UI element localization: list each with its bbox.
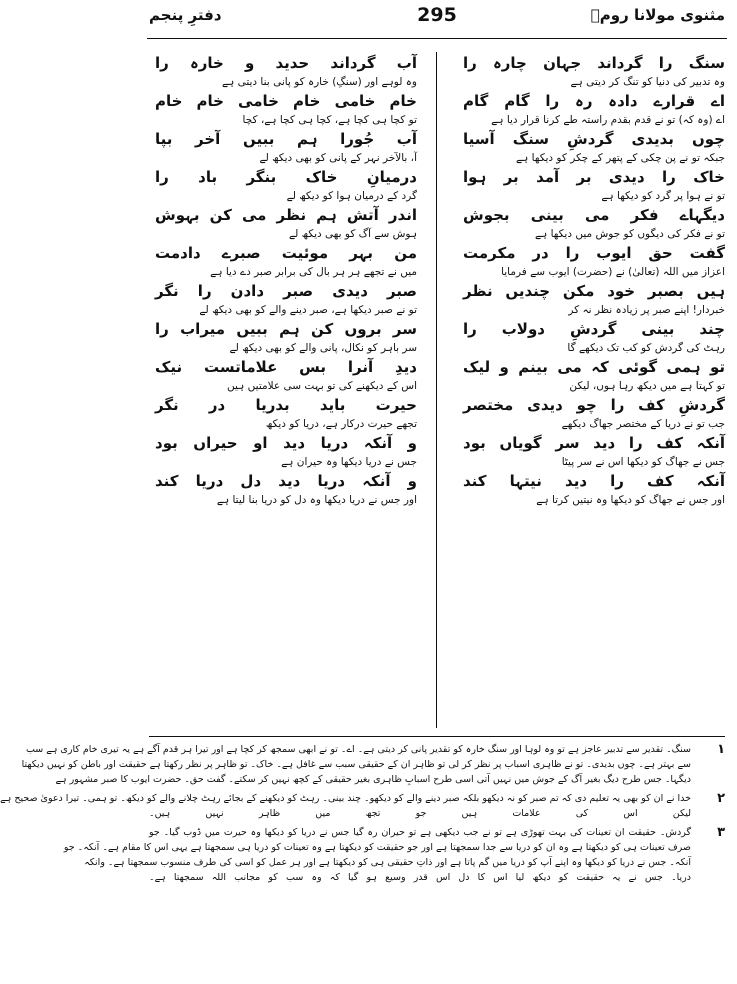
footnote-line: گردش۔ حقیقت ان تعینات کی بہت تھوڑی ہے تو نے جب دیکھی ہے تو حیران رہ گیا جس نے دریا کو دیکھا وہ حیرت میں ڈوب گیا۔ جو bbox=[149, 827, 691, 838]
translation-line: سر باہر کو نکال، پانی والے کو بھی دیکھ لے bbox=[229, 342, 417, 354]
footnote bbox=[0, 791, 725, 821]
verse-line: سر بروں کن ہم ببیں میراب را bbox=[155, 320, 417, 338]
footnote-line: دریا۔ جس نے یہ حقیقت کو دیکھ لیا اس کا دل اس قدر وسیع ہو گیا کہ وہ سب کو مجانب اللہ سمجھتا ہے۔ bbox=[149, 872, 691, 883]
footnote bbox=[63, 825, 725, 885]
translation-line: اعزاز میں اللہ (تعالیٰ) نے (حضرت) ایوب سے فرمایا bbox=[501, 266, 725, 278]
translation-line: اے (وہ کہ) تو نے قدم بقدم راستہ طے کرنا قرار دیا ہے bbox=[491, 114, 725, 126]
translation-line: اس کے دیکھنے کی تو بہت سی علامتیں ہیں bbox=[227, 380, 417, 392]
verse-line: ہیں بصبر خود مکن چندیں نظر bbox=[463, 282, 725, 300]
verse-line: سنگ را گرداند جہان چارہ را bbox=[463, 54, 725, 72]
verse-line: چند بینی گردشِ دولاب را bbox=[463, 320, 725, 338]
right-column bbox=[463, 52, 725, 508]
footnotes bbox=[0, 742, 725, 889]
translation-line: تو کچا ہی کچا ہے، کچا ہی کچا ہے، کچا bbox=[242, 114, 417, 126]
translation-line: خبردار! اپنے صبر پر زیادہ نظر نہ کر bbox=[568, 304, 725, 316]
translation-line: اور جس نے دریا دیکھا وہ دل کو دریا بنا لیتا ہے bbox=[216, 494, 417, 506]
verse-line: اندر آتش ہم نظر می کن بہوش bbox=[155, 206, 417, 224]
footnote-line: سے بہتر ہے۔ چوں بدیدی۔ تو نے ظاہری اسباب پر نظر کر لی تو ظاہر ان کے حقیقی سبب سے غافل ہے۔ خاک۔ تو ظاہر پر نظر رکھتا ہے حقیقت اور باطن کو نہیں دیکھتا bbox=[21, 759, 691, 770]
footnote-number: ۳ bbox=[717, 825, 725, 840]
translation-line: میں نے تجھے ہر ہر بال کی برابر صبر دے دیا ہے bbox=[210, 266, 417, 278]
translation-line: وہ تدبیر کی دنیا کو تنگ کر دیتی ہے bbox=[570, 76, 725, 88]
left-column bbox=[155, 52, 417, 508]
translation-line: گرد کے درمیان ہوا کو دیکھ لے bbox=[286, 190, 417, 202]
verse-line: تو ہمی گوئی کہ می بینم و لیک bbox=[463, 358, 725, 376]
verse-line: آنکہ کف را دید نیتہا کند bbox=[463, 472, 725, 490]
verse-line: و آنکہ دریا دید دل دریا کند bbox=[155, 472, 417, 490]
translation-line: تو نے ہوا پر گرد کو دیکھا ہے bbox=[601, 190, 725, 202]
verse-line: اے قرارے دادہ رہ را گام گام bbox=[463, 92, 725, 110]
header-rule bbox=[147, 38, 727, 39]
footnote-line: دیگہا۔ جس طرح دیگ بغیر آگ کے جوش میں نہیں آتی اسی طرح اسبابِ ظاہری بغیر حقیقی کے کچھ نہیں کر سکتے۔ گفت حق۔ حضرت ایوب کا صبر مشہور ہے bbox=[55, 774, 691, 785]
book-title: مثنوی مولانا رومؒ bbox=[590, 6, 725, 24]
verse-line: دیدِ آنرا بس علاماتست نیک bbox=[155, 358, 417, 376]
translation-line: تجھے حیرت درکار ہے، دریا کو دیکھ bbox=[265, 418, 417, 430]
verse-line: خاک را دیدی بر آمد بر ہوا bbox=[463, 168, 725, 186]
translation-line: جب تو نے دریا کے مختصر جھاگ دیکھے bbox=[561, 418, 725, 430]
volume-title: دفترِ پنجم bbox=[149, 6, 222, 24]
footnote bbox=[21, 742, 725, 787]
translation-line: جس نے دریا دیکھا وہ حیران ہے bbox=[281, 456, 417, 468]
column-divider bbox=[436, 52, 437, 728]
translation-line: ہوش سے آگ کو بھی دیکھ لے bbox=[288, 228, 417, 240]
footnote-line: صرف تعینات ہی کو دیکھتا ہے وہ ان کو دریا سے جدا سمجھتا ہے اور جو حقیقت کو دیکھتا ہے وہ تعینات کو دریا ہی سمجھتا ہے یہی اس کا مقام ہے۔ آنکہ۔ جو bbox=[63, 842, 691, 853]
verse-line: من بہر موئیت صبرے دادمت bbox=[155, 244, 417, 262]
footnote-line: لیکن اس کی علامات ہیں جو تجھ میں ظاہر نہیں ہیں۔ bbox=[149, 808, 691, 819]
translation-line: تو کہتا ہے میں دیکھ رہا ہوں، لیکن bbox=[569, 380, 725, 392]
verse-line: گفت حق ایوب را در مکرمت bbox=[463, 244, 725, 262]
verse-line: خام خامی خام خامی خام خام bbox=[155, 92, 417, 110]
translation-line: جس نے جھاگ کو دیکھا اس نے سر پیٹا bbox=[561, 456, 725, 468]
footnote-line: خدا نے ان کو بھی یہ تعلیم دی کہ تم صبر کو نہ دیکھو بلکہ صبر دینے والے کو دیکھو۔ چند بینی۔ رہٹ کو دیکھنے کے بجائے رہٹ چلانے والے کو دیکھ۔ تو ہمی۔ تیرا دعویٰ صحیح ہے bbox=[0, 793, 691, 804]
translation-line: وہ لوہے اور (سنگِ) خارہ کو پانی بنا دیتی ہے bbox=[221, 76, 417, 88]
translation-line: آ، بالآخر نہر کے پانی کو بھی دیکھ لے bbox=[259, 152, 417, 164]
verse-line: آب گرداند حدید و خارہ را bbox=[155, 54, 417, 72]
translation-line: رہٹ کی گردش کو کب تک دیکھے گا bbox=[567, 342, 725, 354]
page-number: 295 bbox=[417, 4, 457, 26]
verse-line: گردشِ کف را چو دیدی مختصر bbox=[463, 396, 725, 414]
translation-line: اور جس نے جھاگ کو دیکھا وہ نیتیں کرتا ہے bbox=[536, 494, 725, 506]
verse-line: آنکہ کف را دید سر گویاں بود bbox=[463, 434, 725, 452]
footnote-rule bbox=[149, 736, 725, 737]
verse-line: آب جُورا ہم ببیں آخر بپا bbox=[155, 130, 417, 148]
footnote-number: ۱ bbox=[717, 742, 725, 757]
verse-line: صبر دیدی صبر دادن را نگر bbox=[155, 282, 417, 300]
verse-line: حیرت باید بدریا در نگر bbox=[155, 396, 417, 414]
translation-line: جبکہ تو نے پن چکی کے پتھر کے چکر کو دیکھا ہے bbox=[516, 152, 725, 164]
verse-line: درمیانِ خاک بنگر باد را bbox=[155, 168, 417, 186]
footnote-line: سنگ۔ تقدیر سے تدبیر عاجز ہے تو وہ لوہا اور سنگ خارہ کو تقدیر پانی کر دیتی ہے۔ اے۔ تو نے ابھی سمجھ کر کچا ہے اور تیرا ہر قدم آگے ہے یہ تیری خام کاری ہے سب bbox=[25, 744, 691, 755]
verse-line: و آنکہ دریا دید او حیراں بود bbox=[155, 434, 417, 452]
verse-line: چوں بدیدی گردشِ سنگ آسیا bbox=[463, 130, 725, 148]
footnote-number: ۲ bbox=[717, 791, 725, 806]
translation-line: تو نے صبر دیکھا ہے، صبر دینے والے کو بھی دیکھ لے bbox=[199, 304, 417, 316]
verse-line: دیگہاے فکر می بینی بجوش bbox=[463, 206, 725, 224]
footnote-line: آنکہ۔ جس نے دریا کو دیکھا وہ اپنے آپ کو دریا میں گم پاتا ہے اور ذاتِ حقیقی ہی کو دیکھتا ہے اور ہر عمل کو اسی کی طرف منسوب سمجھتا ہے۔ وانکہ bbox=[84, 857, 691, 868]
translation-line: تو نے فکر کی دیگوں کو جوش میں دیکھا ہے bbox=[534, 228, 725, 240]
